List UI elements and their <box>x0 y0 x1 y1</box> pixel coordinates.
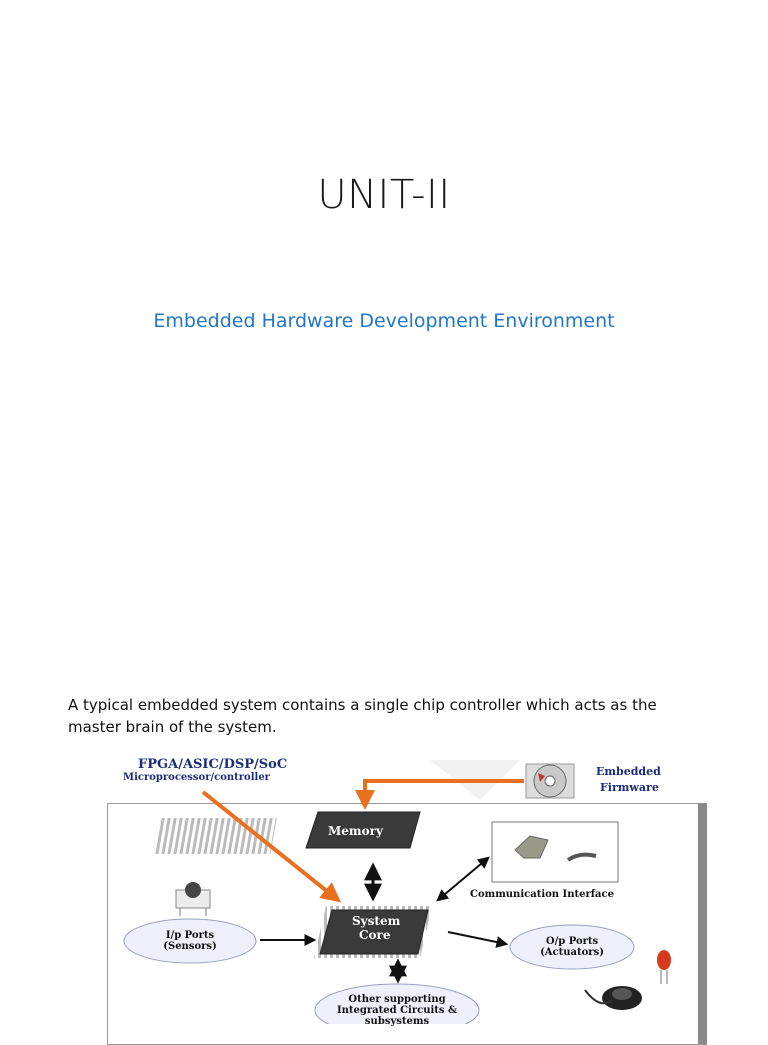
core-label-1: System <box>352 914 401 928</box>
body-line-1: A typical embedded system contains a single chip controller which acts as the <box>68 696 657 714</box>
slide-subtitle: Embedded Hardware Development Environment <box>153 310 615 332</box>
output-ports-line-2: (Actuators) <box>540 947 604 958</box>
input-ports-line-1: I/p Ports <box>165 930 215 941</box>
slide-title: UNIT-II <box>317 172 451 218</box>
firmware-label-1: Embedded <box>596 765 661 778</box>
other-ics-line-2: Integrated Circuits & <box>336 1005 458 1016</box>
comm-interface-label: Communication Interface <box>470 889 614 900</box>
output-ports-line-1: O/p Ports <box>545 936 599 947</box>
input-ports-line-2: (Sensors) <box>163 941 217 952</box>
led-icon <box>657 950 671 984</box>
firmware-label-2: Firmware <box>600 781 659 794</box>
other-ics-line-1: Other supporting <box>348 994 446 1005</box>
firmware-disc-icon <box>526 764 574 798</box>
comm-interface-box <box>492 822 618 882</box>
chip-type-label: FPGA/ASIC/DSP/SoC <box>138 757 288 772</box>
other-ics-line-3: subsystems <box>364 1016 430 1027</box>
arrow-core-output <box>448 932 506 944</box>
output-ports-label <box>522 936 622 958</box>
chip-sub-label: Microprocessor/controller <box>123 772 270 783</box>
other-ics-label <box>327 994 467 1027</box>
body-line-2: master brain of the system. <box>68 718 277 736</box>
sensor-icon <box>176 882 210 916</box>
core-label-2: Core <box>359 928 391 942</box>
input-ports-label <box>140 930 240 952</box>
orange-arrow-firmware <box>365 781 524 806</box>
buzzer-icon <box>585 986 642 1010</box>
memory-label: Memory <box>328 824 383 838</box>
